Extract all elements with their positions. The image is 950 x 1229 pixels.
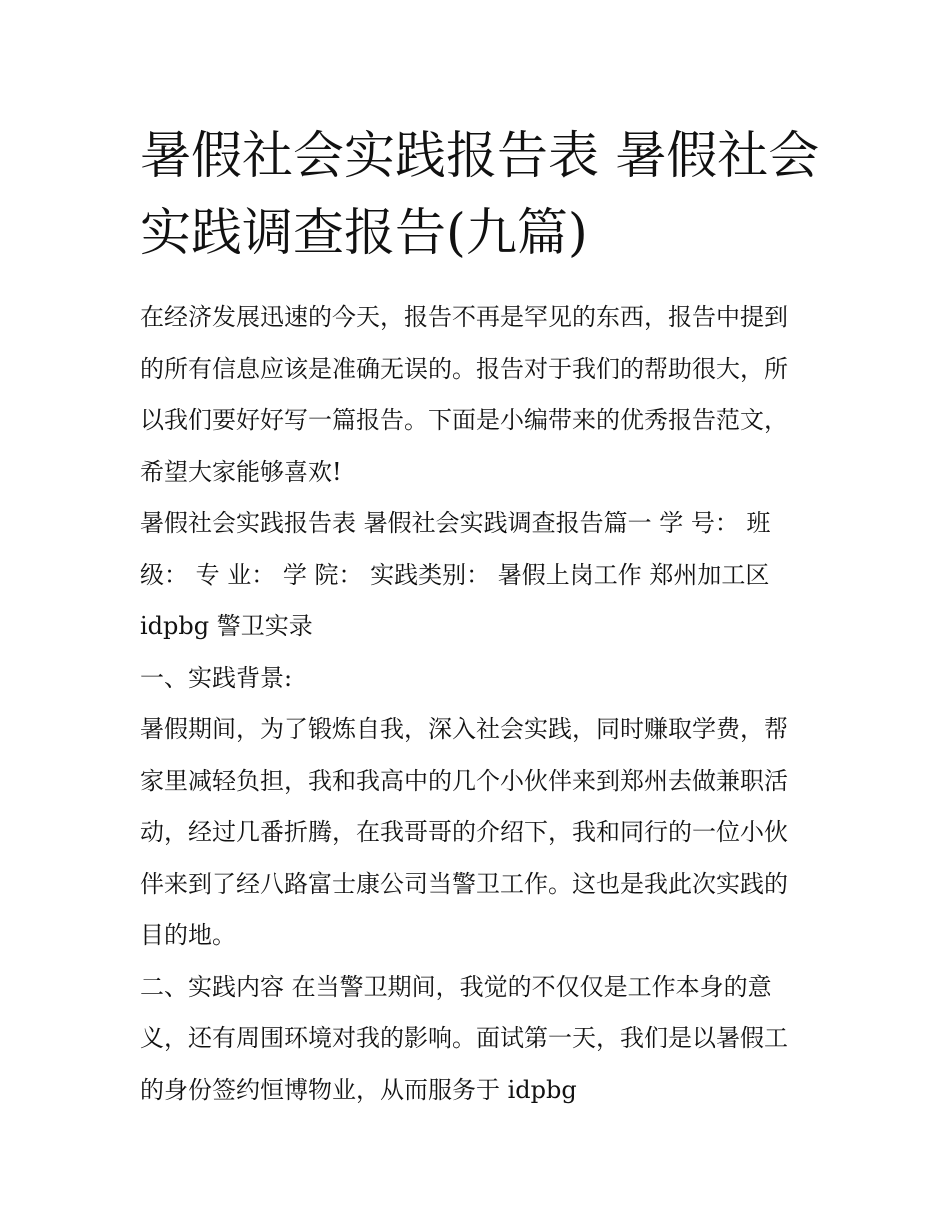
section-heading-background (140, 653, 812, 705)
text-line: 的所有信息应该是准确无误的。报告对于我们的帮助很大，所 (140, 354, 788, 383)
text-line: 以我们要好好写一篇报告。下面是小编带来的优秀报告范文， (140, 406, 788, 434)
text-line: 目的地。 (140, 921, 236, 949)
text-line: 动，经过几番折腾，在我哥哥的介绍下，我和同行的一位小伙 (140, 818, 788, 846)
text-line: idpbg 警卫实录 (140, 612, 313, 640)
intro-paragraph (140, 292, 812, 498)
document-page (140, 118, 820, 1116)
text-line: 在经济发展迅速的今天，报告不再是罕见的东西，报告中提到 (140, 303, 788, 331)
text-line: 的身份签约恒博物业，从而服务于 idpbg (140, 1075, 577, 1104)
text-line: 暑假期间，为了锻炼自我，深入社会实践，同时赚取学费，帮 (140, 715, 788, 743)
text-line: 暑假社会实践报告表 暑假社会实践调查报告篇一 学 号： 班 (140, 509, 771, 537)
document-body (140, 292, 812, 1116)
title-line: 暑假社会实践报告表 暑假社会 (140, 127, 820, 186)
document-title (140, 118, 820, 272)
text-line: 一、实践背景: (140, 663, 293, 692)
text-line: 家里减轻负担，我和我高中的几个小伙伴来到郑州去做兼职活 (140, 766, 788, 795)
text-line: 伴来到了经八路富士康公司当警卫工作。这也是我此次实践的 (140, 869, 788, 898)
content-paragraph (140, 962, 812, 1117)
text-line: 希望大家能够喜欢! (140, 457, 342, 486)
form-info-paragraph (140, 498, 812, 653)
title-line: 实践调查报告(九篇) (140, 204, 588, 263)
text-line: 义，还有周围环境对我的影响。面试第一天，我们是以暑假工 (140, 1024, 788, 1052)
text-line: 二、实践内容 在当警卫期间，我觉的不仅仅是工作本身的意 (140, 972, 772, 1001)
text-line: 级： 专 业： 学 院： 实践类别： 暑假上岗工作 郑州加工区 (140, 560, 770, 589)
background-paragraph (140, 704, 812, 962)
